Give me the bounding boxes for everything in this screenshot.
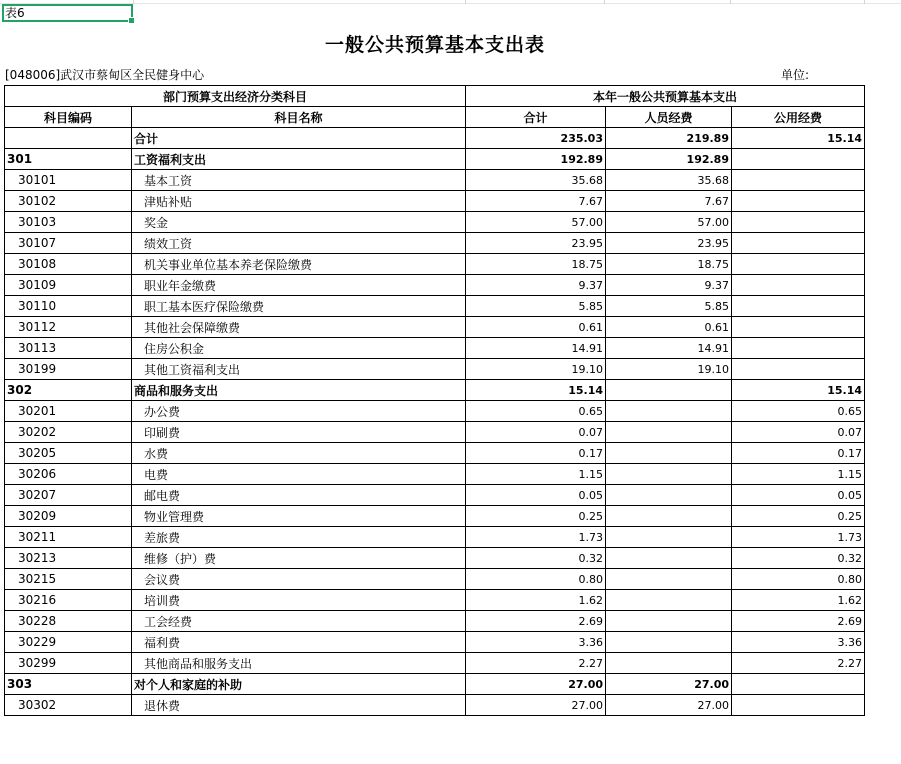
total-cell[interactable]: 0.25	[466, 506, 606, 527]
public-cell[interactable]: 0.07	[732, 422, 865, 443]
code-cell[interactable]: 30110	[5, 296, 132, 317]
column-header-row	[5, 107, 865, 128]
active-cell-a1[interactable]	[2, 4, 133, 22]
total-cell[interactable]: 3.36	[466, 632, 606, 653]
personnel-cell[interactable]: 14.91	[606, 338, 732, 359]
code-cell[interactable]: 30211	[5, 527, 132, 548]
name-cell[interactable]: 津贴补贴	[132, 191, 466, 212]
public-cell[interactable]: 1.15	[732, 464, 865, 485]
personnel-cell[interactable]	[606, 464, 732, 485]
code-cell[interactable]: 30228	[5, 611, 132, 632]
personnel-cell[interactable]	[606, 548, 732, 569]
personnel-cell[interactable]	[606, 443, 732, 464]
name-cell[interactable]: 会议费	[132, 569, 466, 590]
public-cell[interactable]	[732, 317, 865, 338]
total-cell[interactable]: 1.62	[466, 590, 606, 611]
table-row	[5, 191, 865, 212]
column-header-personnel[interactable]: 人员经费	[606, 107, 732, 128]
total-cell[interactable]: 1.15	[466, 464, 606, 485]
code-cell[interactable]: 30109	[5, 275, 132, 296]
personnel-cell[interactable]: 27.00	[606, 674, 732, 695]
personnel-cell[interactable]: 9.37	[606, 275, 732, 296]
public-cell[interactable]: 0.80	[732, 569, 865, 590]
table-row	[5, 233, 865, 254]
public-cell[interactable]: 0.32	[732, 548, 865, 569]
column-header-total[interactable]: 合计	[466, 107, 606, 128]
code-cell[interactable]: 301	[5, 149, 132, 170]
total-cell[interactable]: 2.27	[466, 653, 606, 674]
total-cell[interactable]: 7.67	[466, 191, 606, 212]
name-cell[interactable]: 水费	[132, 443, 466, 464]
table-row	[5, 359, 865, 380]
total-cell[interactable]: 23.95	[466, 233, 606, 254]
public-cell[interactable]: 0.17	[732, 443, 865, 464]
total-cell[interactable]: 0.05	[466, 485, 606, 506]
public-cell[interactable]: 1.62	[732, 590, 865, 611]
table-row	[5, 506, 865, 527]
name-cell[interactable]: 维修（护）费	[132, 548, 466, 569]
total-cell[interactable]: 14.91	[466, 338, 606, 359]
code-cell[interactable]: 303	[5, 674, 132, 695]
code-cell[interactable]: 30299	[5, 653, 132, 674]
total-cell[interactable]: 192.89	[466, 149, 606, 170]
unit-label: 单位:	[781, 68, 810, 82]
public-cell[interactable]: 0.25	[732, 506, 865, 527]
table-row	[5, 464, 865, 485]
table-row	[5, 422, 865, 443]
group-header-row	[5, 86, 865, 107]
public-cell[interactable]	[732, 191, 865, 212]
code-cell[interactable]: 30207	[5, 485, 132, 506]
public-cell[interactable]: 2.27	[732, 653, 865, 674]
table-row	[5, 632, 865, 653]
public-cell[interactable]	[732, 674, 865, 695]
total-cell[interactable]: 15.14	[466, 380, 606, 401]
code-cell[interactable]: 30205	[5, 443, 132, 464]
total-cell[interactable]: 0.65	[466, 401, 606, 422]
table-row	[5, 401, 865, 422]
total-cell[interactable]: 1.73	[466, 527, 606, 548]
name-cell[interactable]: 其他社会保障缴费	[132, 317, 466, 338]
code-cell[interactable]: 30201	[5, 401, 132, 422]
total-cell[interactable]: 57.00	[466, 212, 606, 233]
personnel-cell[interactable]: 23.95	[606, 233, 732, 254]
personnel-cell[interactable]: 192.89	[606, 149, 732, 170]
personnel-cell[interactable]: 19.10	[606, 359, 732, 380]
name-cell[interactable]: 退休费	[132, 695, 466, 716]
personnel-cell[interactable]	[606, 632, 732, 653]
personnel-cell[interactable]: 5.85	[606, 296, 732, 317]
total-public-cell[interactable]: 15.14	[732, 128, 865, 149]
group-header-right[interactable]: 本年一般公共预算基本支出	[466, 86, 865, 107]
table-row	[5, 569, 865, 590]
public-cell[interactable]: 15.14	[732, 380, 865, 401]
personnel-cell[interactable]	[606, 569, 732, 590]
total-name-cell[interactable]: 合计	[132, 128, 466, 149]
code-cell[interactable]: 30103	[5, 212, 132, 233]
public-cell[interactable]	[732, 296, 865, 317]
column-header-strip	[0, 0, 901, 4]
table-row	[5, 275, 865, 296]
name-cell[interactable]: 奖金	[132, 212, 466, 233]
name-cell[interactable]: 印刷费	[132, 422, 466, 443]
code-cell[interactable]: 302	[5, 380, 132, 401]
total-cell[interactable]: 2.69	[466, 611, 606, 632]
name-cell[interactable]: 工会经费	[132, 611, 466, 632]
name-cell[interactable]: 商品和服务支出	[132, 380, 466, 401]
personnel-cell[interactable]: 7.67	[606, 191, 732, 212]
code-cell[interactable]: 30209	[5, 506, 132, 527]
public-cell[interactable]	[732, 359, 865, 380]
personnel-cell[interactable]	[606, 380, 732, 401]
name-cell[interactable]: 电费	[132, 464, 466, 485]
name-cell[interactable]: 机关事业单位基本养老保险缴费	[132, 254, 466, 275]
code-cell[interactable]: 30112	[5, 317, 132, 338]
group-header-left[interactable]: 部门预算支出经济分类科目	[5, 86, 466, 107]
public-cell[interactable]	[732, 149, 865, 170]
personnel-cell[interactable]	[606, 611, 732, 632]
code-cell[interactable]: 30199	[5, 359, 132, 380]
code-cell[interactable]: 30102	[5, 191, 132, 212]
total-row	[5, 128, 865, 149]
total-cell[interactable]: 0.61	[466, 317, 606, 338]
category-row	[5, 674, 865, 695]
table-row	[5, 170, 865, 191]
table-row	[5, 695, 865, 716]
table-row	[5, 590, 865, 611]
table-row	[5, 485, 865, 506]
code-cell[interactable]: 30108	[5, 254, 132, 275]
name-cell[interactable]: 办公费	[132, 401, 466, 422]
table-row	[5, 653, 865, 674]
total-cell[interactable]: 0.32	[466, 548, 606, 569]
table-row	[5, 338, 865, 359]
personnel-cell[interactable]	[606, 485, 732, 506]
personnel-cell[interactable]	[606, 401, 732, 422]
table-row	[5, 548, 865, 569]
public-cell[interactable]: 3.36	[732, 632, 865, 653]
code-cell[interactable]: 30213	[5, 548, 132, 569]
total-cell[interactable]: 19.10	[466, 359, 606, 380]
personnel-cell[interactable]	[606, 527, 732, 548]
code-cell[interactable]: 30302	[5, 695, 132, 716]
code-cell[interactable]: 30229	[5, 632, 132, 653]
code-cell[interactable]: 30101	[5, 170, 132, 191]
personnel-cell[interactable]: 35.68	[606, 170, 732, 191]
personnel-cell[interactable]	[606, 422, 732, 443]
name-cell[interactable]: 工资福利支出	[132, 149, 466, 170]
personnel-cell[interactable]	[606, 506, 732, 527]
name-cell[interactable]: 职业年金缴费	[132, 275, 466, 296]
total-cell[interactable]: 9.37	[466, 275, 606, 296]
total-cell[interactable]: 18.75	[466, 254, 606, 275]
public-cell[interactable]: 1.73	[732, 527, 865, 548]
public-cell[interactable]: 2.69	[732, 611, 865, 632]
public-cell[interactable]	[732, 695, 865, 716]
total-cell[interactable]: 35.68	[466, 170, 606, 191]
public-cell[interactable]	[732, 254, 865, 275]
total-code-cell[interactable]	[5, 128, 132, 149]
code-cell[interactable]: 30202	[5, 422, 132, 443]
code-cell[interactable]: 30216	[5, 590, 132, 611]
personnel-cell[interactable]: 57.00	[606, 212, 732, 233]
total-sum-cell[interactable]: 235.03	[466, 128, 606, 149]
name-cell[interactable]: 其他工资福利支出	[132, 359, 466, 380]
public-cell[interactable]	[732, 338, 865, 359]
public-cell[interactable]: 0.05	[732, 485, 865, 506]
budget-table	[4, 85, 865, 716]
name-cell[interactable]: 对个人和家庭的补助	[132, 674, 466, 695]
total-cell[interactable]: 5.85	[466, 296, 606, 317]
total-cell[interactable]: 0.17	[466, 443, 606, 464]
public-cell[interactable]	[732, 170, 865, 191]
active-cell-text: 表6	[5, 6, 25, 20]
fill-handle[interactable]	[128, 17, 135, 24]
personnel-cell[interactable]: 0.61	[606, 317, 732, 338]
total-cell[interactable]: 27.00	[466, 695, 606, 716]
total-personnel-cell[interactable]: 219.89	[606, 128, 732, 149]
column-header-public[interactable]: 公用经费	[732, 107, 865, 128]
personnel-cell[interactable]: 27.00	[606, 695, 732, 716]
name-cell[interactable]: 基本工资	[132, 170, 466, 191]
public-cell[interactable]	[732, 233, 865, 254]
total-cell[interactable]: 0.07	[466, 422, 606, 443]
code-cell[interactable]: 30107	[5, 233, 132, 254]
column-header-name[interactable]: 科目名称	[132, 107, 466, 128]
name-cell[interactable]: 差旅费	[132, 527, 466, 548]
table-row	[5, 317, 865, 338]
column-header-code[interactable]: 科目编码	[5, 107, 132, 128]
table-row	[5, 527, 865, 548]
name-cell[interactable]: 邮电费	[132, 485, 466, 506]
table-row	[5, 611, 865, 632]
name-cell[interactable]: 培训费	[132, 590, 466, 611]
public-cell[interactable]	[732, 212, 865, 233]
name-cell[interactable]: 职工基本医疗保险缴费	[132, 296, 466, 317]
total-cell[interactable]: 0.80	[466, 569, 606, 590]
category-row	[5, 149, 865, 170]
name-cell[interactable]: 绩效工资	[132, 233, 466, 254]
organization-label: [048006]武汉市蔡甸区全民健身中心	[5, 68, 205, 82]
category-row	[5, 380, 865, 401]
table-row	[5, 254, 865, 275]
public-cell[interactable]	[732, 275, 865, 296]
code-cell[interactable]: 30206	[5, 464, 132, 485]
name-cell[interactable]: 福利费	[132, 632, 466, 653]
total-cell[interactable]: 27.00	[466, 674, 606, 695]
personnel-cell[interactable]	[606, 653, 732, 674]
table-row	[5, 443, 865, 464]
personnel-cell[interactable]	[606, 590, 732, 611]
name-cell[interactable]: 住房公积金	[132, 338, 466, 359]
public-cell[interactable]: 0.65	[732, 401, 865, 422]
name-cell[interactable]: 其他商品和服务支出	[132, 653, 466, 674]
code-cell[interactable]: 30215	[5, 569, 132, 590]
personnel-cell[interactable]: 18.75	[606, 254, 732, 275]
sheet-title: 一般公共预算基本支出表	[324, 34, 545, 56]
table-row	[5, 296, 865, 317]
name-cell[interactable]: 物业管理费	[132, 506, 466, 527]
table-row	[5, 212, 865, 233]
code-cell[interactable]: 30113	[5, 338, 132, 359]
